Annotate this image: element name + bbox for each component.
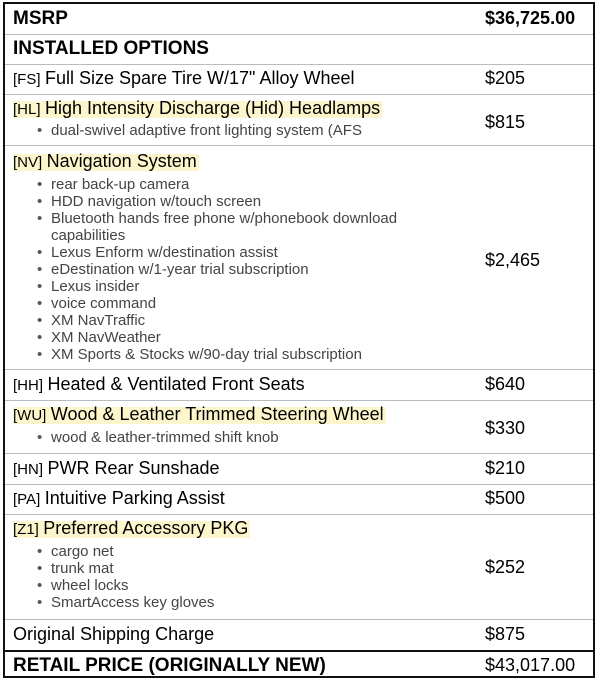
option-code: [FS] xyxy=(13,71,41,88)
option-code: [Z1] xyxy=(13,521,39,538)
option-name: Preferred Accessory PKG xyxy=(43,518,249,538)
divider xyxy=(5,619,593,620)
option-price: $815 xyxy=(485,112,526,132)
divider xyxy=(5,514,593,515)
option-name: Full Size Spare Tire W/17" Alloy Wheel xyxy=(44,68,355,88)
feature-list xyxy=(37,122,362,139)
option-price: $500 xyxy=(485,488,526,508)
divider xyxy=(5,369,593,370)
option-name: Heated & Ventilated Front Seats xyxy=(47,374,305,394)
feature-list xyxy=(37,543,214,611)
list-item: • dual-swivel adaptive front lighting system (AFS xyxy=(37,122,362,139)
list-item: • Lexus insider xyxy=(37,278,457,295)
list-item: • cargo net xyxy=(37,543,214,560)
option-code: [HL] xyxy=(13,101,41,118)
list-item: • SmartAccess key gloves xyxy=(37,594,214,611)
option-price: $210 xyxy=(485,458,526,478)
list-item: • voice command xyxy=(37,295,457,312)
option-code: [HH] xyxy=(13,377,43,394)
shipping-label: Original Shipping Charge xyxy=(13,624,215,644)
option-name: Wood & Leather Trimmed Steering Wheel xyxy=(50,404,384,424)
list-item: • XM NavTraffic xyxy=(37,312,457,329)
divider xyxy=(5,145,593,146)
option-code: [PA] xyxy=(13,491,41,508)
option-code: [WU] xyxy=(13,407,47,424)
option-name: High Intensity Discharge (Hid) Headlamps xyxy=(44,98,381,118)
option-price: $640 xyxy=(485,374,526,394)
list-item: • trunk mat xyxy=(37,560,214,577)
list-item: • wheel locks xyxy=(37,577,214,594)
list-item: • HDD navigation w/touch screen xyxy=(37,193,457,210)
option-name: PWR Rear Sunshade xyxy=(47,458,220,478)
feature-list xyxy=(37,429,279,446)
divider xyxy=(5,64,593,65)
option-name: Intuitive Parking Assist xyxy=(44,488,225,508)
divider xyxy=(5,484,593,485)
list-item: • XM Sports & Stocks w/90-day trial subscription xyxy=(37,346,457,363)
divider xyxy=(5,400,593,401)
list-item: • wood & leather-trimmed shift knob xyxy=(37,429,279,446)
option-code: [NV] xyxy=(13,154,43,171)
divider xyxy=(5,94,593,95)
option-price: $252 xyxy=(485,557,526,577)
divider xyxy=(5,650,593,652)
window-sticker xyxy=(3,2,595,678)
list-item: • Lexus Enform w/destination assist xyxy=(37,244,457,261)
installed-options-heading: INSTALLED OPTIONS xyxy=(13,38,209,59)
retail-price-value: $43,017.00 xyxy=(485,655,576,675)
divider xyxy=(5,34,593,35)
option-code: [HN] xyxy=(13,461,43,478)
option-nv xyxy=(13,151,589,172)
list-item: • rear back-up camera xyxy=(37,176,457,193)
option-z1 xyxy=(13,518,589,539)
retail-price-label: RETAIL PRICE (ORIGINALLY NEW) xyxy=(13,655,326,676)
msrp-label: MSRP xyxy=(13,8,68,29)
option-name: Navigation System xyxy=(46,151,197,171)
option-price: $2,465 xyxy=(485,250,541,270)
option-price: $205 xyxy=(485,68,526,88)
msrp-price: $36,725.00 xyxy=(485,8,576,28)
divider xyxy=(5,453,593,454)
feature-list xyxy=(37,176,457,363)
shipping-price: $875 xyxy=(485,624,526,644)
list-item: • Bluetooth hands free phone w/phonebook download capabilities xyxy=(37,210,457,244)
option-price: $330 xyxy=(485,418,526,438)
list-item: • XM NavWeather xyxy=(37,329,457,346)
list-item: • eDestination w/1-year trial subscription xyxy=(37,261,457,278)
